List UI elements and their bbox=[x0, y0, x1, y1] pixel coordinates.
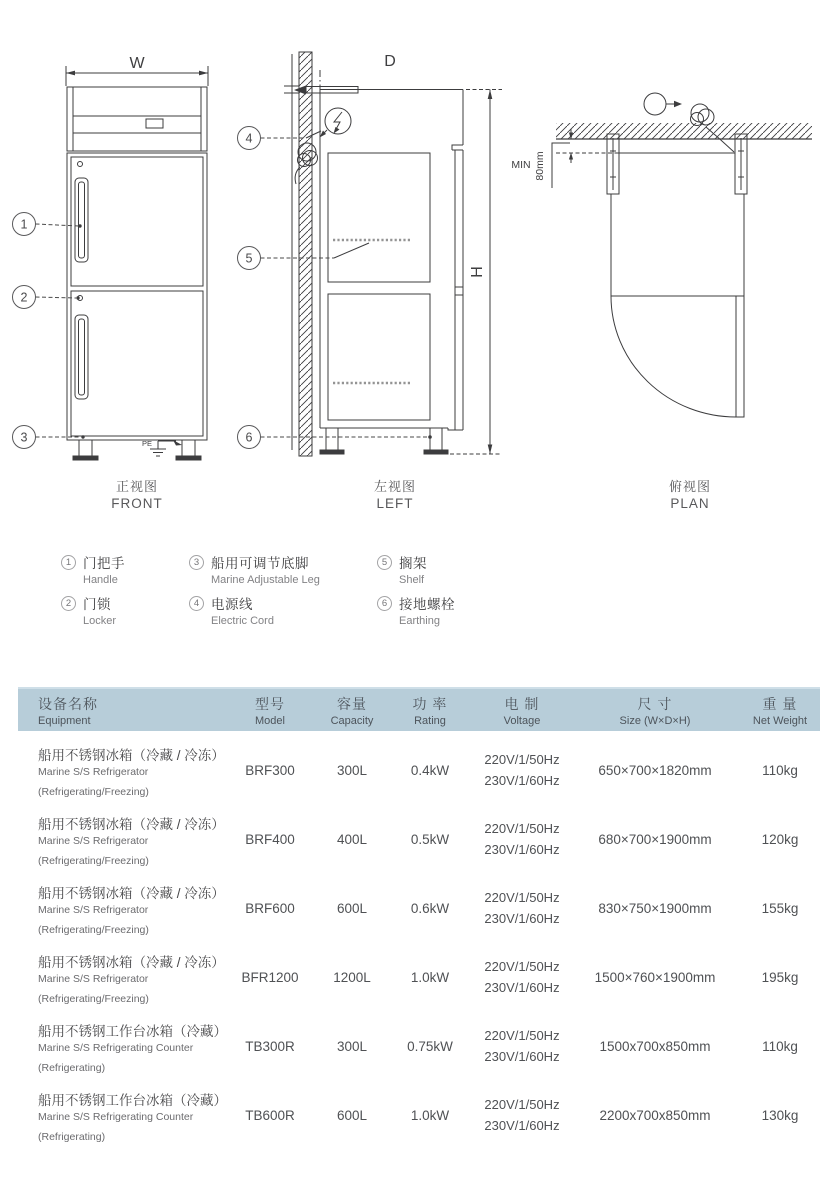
equipment-name-en: Marine S/S Refrigerating Counter bbox=[38, 1110, 194, 1123]
leg-left bbox=[79, 440, 92, 456]
door-swing-arc bbox=[611, 296, 736, 417]
front-view bbox=[13, 66, 209, 460]
earthing-icon bbox=[150, 440, 182, 456]
legend-column-1 bbox=[61, 552, 125, 634]
legend-item bbox=[189, 593, 320, 627]
table-row bbox=[18, 1081, 820, 1150]
voltage-line-1: 220V/1/50Hz bbox=[484, 1028, 560, 1044]
header-capacity: 容量 Capacity bbox=[330, 695, 374, 727]
cell-model: BFR1200 bbox=[241, 970, 299, 985]
front-caption-zh: 正视图 bbox=[115, 479, 159, 494]
hinge-right bbox=[735, 134, 747, 194]
cell-rating: 1.0kW bbox=[410, 970, 450, 985]
legend-label-en: Earthing bbox=[399, 615, 440, 627]
voltage-line-1: 220V/1/50Hz bbox=[484, 821, 560, 837]
cell-weight: 110kg bbox=[762, 1039, 798, 1054]
callout-2-num: 2 bbox=[20, 290, 28, 305]
cell-voltage bbox=[474, 750, 570, 790]
table-row bbox=[18, 874, 820, 943]
plan-caption-en: PLAN bbox=[670, 496, 710, 511]
dim-depth-label: D bbox=[384, 53, 396, 70]
cell-weight: 120kg bbox=[761, 832, 799, 847]
cell-voltage bbox=[474, 957, 570, 997]
cell-weight: 155kg bbox=[761, 901, 799, 916]
technical-drawing bbox=[0, 0, 830, 540]
parts-legend bbox=[0, 552, 830, 652]
cell-model: TB300R bbox=[245, 1039, 295, 1054]
equipment-name-sub: (Refrigerating/Freezing) bbox=[38, 854, 149, 867]
voltage-line-1: 220V/1/50Hz bbox=[484, 959, 560, 975]
cell-rating: 0.75kW bbox=[407, 1039, 453, 1054]
cell-capacity: 400L bbox=[336, 832, 368, 847]
equipment-name-en: Marine S/S Refrigerator bbox=[38, 972, 149, 985]
legend-number-badge: 4 bbox=[189, 596, 204, 611]
header-equipment: 设备名称 Equipment bbox=[38, 695, 98, 727]
header-voltage: 电 制 Voltage bbox=[503, 695, 541, 727]
cell-voltage bbox=[474, 819, 570, 859]
cell-equipment bbox=[18, 1089, 227, 1143]
header-size: 尺 寸 Size (W×D×H) bbox=[619, 695, 691, 727]
voltage-line-2: 230V/1/60Hz bbox=[484, 841, 560, 857]
cell-size: 650×700×1820mm bbox=[598, 763, 712, 778]
equipment-name-sub: (Refrigerating/Freezing) bbox=[38, 785, 149, 798]
equipment-name-en: Marine S/S Refrigerator bbox=[38, 834, 149, 847]
cell-model: BRF300 bbox=[245, 763, 295, 778]
hinge-left bbox=[607, 134, 619, 194]
cell-model: BRF600 bbox=[245, 901, 295, 916]
equipment-name-en: Marine S/S Refrigerator bbox=[38, 765, 149, 778]
legend-item bbox=[61, 552, 125, 586]
cell-equipment bbox=[18, 813, 225, 867]
cell-weight: 195kg bbox=[761, 970, 799, 985]
door-handle-bottom bbox=[75, 315, 88, 399]
legend-label-en: Locker bbox=[83, 615, 117, 627]
cell-rating: 1.0kW bbox=[410, 1108, 450, 1123]
equipment-name-sub: (Refrigerating) bbox=[38, 1130, 106, 1143]
power-symbol-icon bbox=[320, 108, 352, 138]
equipment-name-zh: 船用不锈钢冰箱（冷藏 / 冷冻） bbox=[38, 954, 225, 970]
legend-item bbox=[61, 593, 125, 627]
equipment-name-en: Marine S/S Refrigerator bbox=[38, 903, 149, 916]
pe-label: PE bbox=[141, 439, 152, 448]
equipment-name-zh: 船用不锈钢冰箱（冷藏 / 冷冻） bbox=[38, 885, 225, 901]
cell-model: BRF400 bbox=[245, 832, 295, 847]
table-row bbox=[18, 805, 820, 874]
equipment-name-zh: 船用不锈钢工作台冰箱（冷藏） bbox=[38, 1023, 227, 1039]
open-door bbox=[736, 296, 744, 417]
wall-hatch bbox=[556, 123, 812, 139]
cell-size: 1500x700x850mm bbox=[599, 1039, 711, 1054]
legend-label-zh: 门把手 bbox=[83, 556, 125, 571]
legend-label-zh: 搁架 bbox=[399, 556, 427, 571]
cell-capacity: 300L bbox=[336, 763, 368, 778]
spec-table-header bbox=[18, 687, 820, 731]
legend-number-badge: 3 bbox=[189, 555, 204, 570]
legend-item bbox=[377, 552, 455, 586]
cell-voltage bbox=[474, 1026, 570, 1066]
cell-model: TB600R bbox=[245, 1108, 295, 1123]
door-handle-top bbox=[75, 178, 88, 262]
voltage-line-1: 220V/1/50Hz bbox=[484, 890, 560, 906]
header-model: 型号 Model bbox=[255, 695, 285, 727]
voltage-line-2: 230V/1/60Hz bbox=[484, 1048, 560, 1064]
clearance-label: 80mm bbox=[534, 151, 546, 181]
cell-capacity: 300L bbox=[336, 1039, 368, 1054]
equipment-name-sub: (Refrigerating) bbox=[38, 1061, 106, 1074]
legend-label-en: Electric Cord bbox=[211, 615, 274, 627]
legend-label-zh: 船用可调节底脚 bbox=[211, 556, 309, 571]
header-rating: 功 率 Rating bbox=[412, 695, 448, 727]
plan-view bbox=[552, 93, 812, 417]
plan-caption-zh: 俯视图 bbox=[668, 479, 712, 494]
door-lock-top bbox=[78, 162, 83, 167]
cell-equipment bbox=[18, 744, 225, 798]
cell-size: 680×700×1900mm bbox=[598, 832, 712, 847]
left-caption-en: LEFT bbox=[376, 496, 414, 511]
legend-column-2 bbox=[189, 552, 320, 634]
legend-label-zh: 电源线 bbox=[211, 597, 253, 612]
cell-weight: 110kg bbox=[762, 763, 798, 778]
legend-label-en: Handle bbox=[83, 574, 118, 586]
plug-icon bbox=[644, 93, 682, 115]
equipment-name-en: Marine S/S Refrigerating Counter bbox=[38, 1041, 194, 1054]
equipment-name-sub: (Refrigerating/Freezing) bbox=[38, 923, 149, 936]
spec-table-body bbox=[18, 736, 820, 1150]
header-weight: 重 量 Net Weight bbox=[752, 695, 808, 727]
left-view bbox=[238, 52, 503, 456]
callout-4-num: 4 bbox=[245, 131, 253, 146]
legend-number-badge: 2 bbox=[61, 596, 76, 611]
cell-rating: 0.5kW bbox=[410, 832, 450, 847]
legend-item bbox=[189, 552, 320, 586]
cell-equipment bbox=[18, 951, 225, 1005]
equipment-name-zh: 船用不锈钢工作台冰箱（冷藏） bbox=[38, 1092, 227, 1108]
table-row bbox=[18, 943, 820, 1012]
cell-size: 830×750×1900mm bbox=[598, 901, 712, 916]
callout-1-num: 1 bbox=[20, 217, 28, 232]
min-label: MIN bbox=[511, 159, 531, 171]
table-row bbox=[18, 1012, 820, 1081]
cell-voltage bbox=[474, 888, 570, 928]
drawing-svg bbox=[0, 0, 830, 540]
spec-table bbox=[18, 687, 820, 1150]
equipment-name-zh: 船用不锈钢冰箱（冷藏 / 冷冻） bbox=[38, 747, 225, 763]
cell-capacity: 600L bbox=[336, 901, 368, 916]
voltage-line-2: 230V/1/60Hz bbox=[484, 1117, 560, 1133]
voltage-line-2: 230V/1/60Hz bbox=[484, 772, 560, 788]
callout-6-num: 6 bbox=[245, 430, 253, 445]
table-row bbox=[18, 736, 820, 805]
cell-voltage bbox=[474, 1095, 570, 1135]
cell-rating: 0.4kW bbox=[410, 763, 450, 778]
voltage-line-1: 220V/1/50Hz bbox=[484, 1097, 560, 1113]
voltage-line-1: 220V/1/50Hz bbox=[484, 752, 560, 768]
cell-capacity: 600L bbox=[336, 1108, 368, 1123]
dim-width-label: W bbox=[129, 55, 145, 72]
control-display bbox=[146, 119, 163, 128]
legend-label-zh: 门锁 bbox=[83, 597, 111, 612]
legend-label-en: Shelf bbox=[399, 574, 425, 586]
legend-item bbox=[377, 593, 455, 627]
callout-3-num: 3 bbox=[20, 430, 28, 445]
cell-rating: 0.6kW bbox=[410, 901, 450, 916]
cell-capacity: 1200L bbox=[333, 970, 371, 985]
legend-number-badge: 5 bbox=[377, 555, 392, 570]
cell-weight: 130kg bbox=[761, 1108, 799, 1123]
voltage-line-2: 230V/1/60Hz bbox=[484, 910, 560, 926]
legend-number-badge: 1 bbox=[61, 555, 76, 570]
front-caption-en: FRONT bbox=[111, 496, 163, 511]
legend-column-3 bbox=[377, 552, 455, 634]
voltage-line-2: 230V/1/60Hz bbox=[484, 979, 560, 995]
leg-right bbox=[182, 440, 195, 456]
cell-equipment bbox=[18, 1020, 227, 1074]
legend-label-en: Marine Adjustable Leg bbox=[211, 574, 320, 586]
equipment-name-sub: (Refrigerating/Freezing) bbox=[38, 992, 149, 1005]
cell-equipment bbox=[18, 882, 225, 936]
cell-size: 2200x700x850mm bbox=[599, 1108, 711, 1123]
legend-number-badge: 6 bbox=[377, 596, 392, 611]
callout-5-num: 5 bbox=[245, 251, 253, 266]
left-caption-zh: 左视图 bbox=[373, 479, 417, 494]
cell-size: 1500×760×1900mm bbox=[594, 970, 716, 985]
equipment-name-zh: 船用不锈钢冰箱（冷藏 / 冷冻） bbox=[38, 816, 225, 832]
wall-section bbox=[299, 52, 312, 456]
legend-label-zh: 接地螺栓 bbox=[399, 597, 455, 612]
dim-height-label: H bbox=[469, 266, 486, 278]
